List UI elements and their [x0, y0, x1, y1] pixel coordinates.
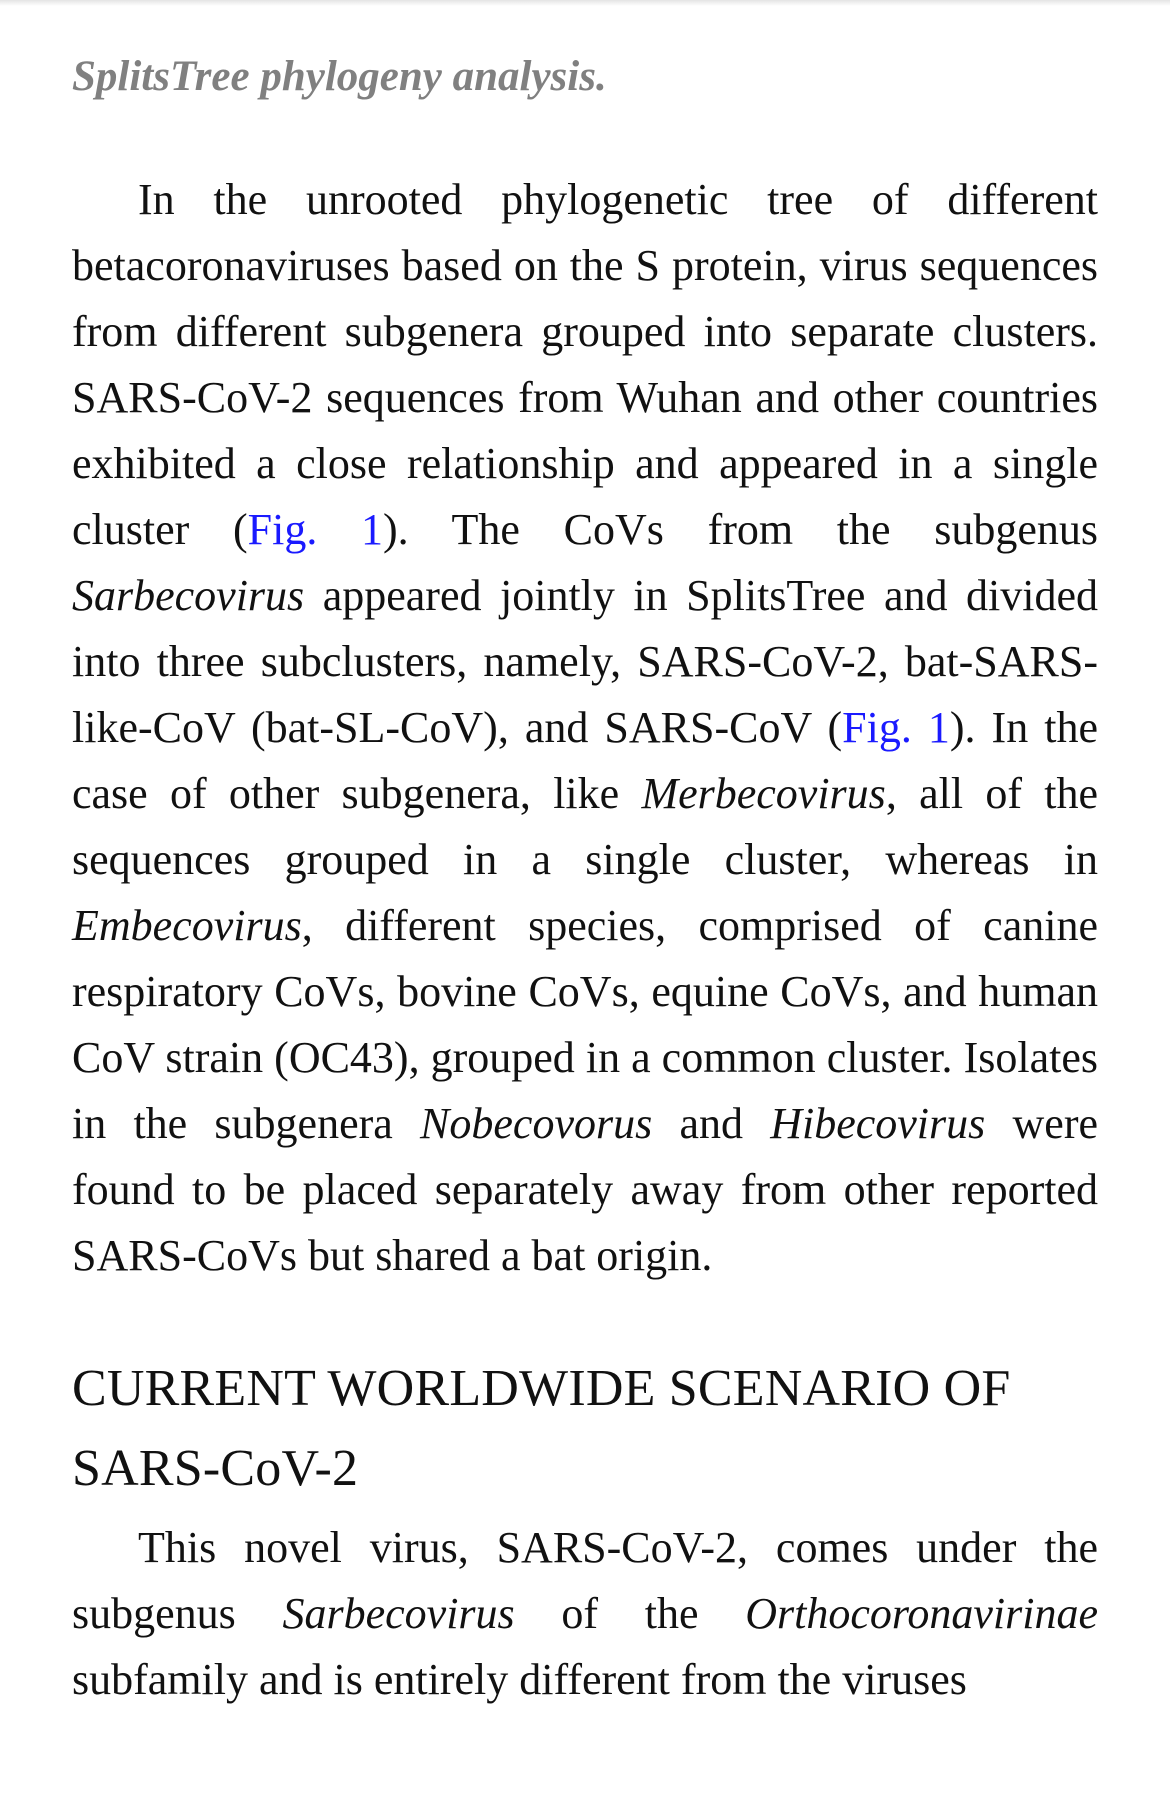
text-run: were found to be placed separately away from other reported SARS-CoVs but shared a bat origin.	[72, 1099, 1098, 1280]
taxon-merbecovirus: Merbecovirus	[641, 769, 886, 818]
text-run: ). In the case of other subgenera, like	[72, 703, 1098, 818]
text-run: appeared jointly in SplitsTree and divided into three subclusters, namely, SARS-CoV-2, bat-SARS-like-CoV (bat-SL-CoV), and SARS-CoV (	[72, 571, 1098, 752]
top-edge-shadow	[0, 0, 1170, 6]
figure-1-link[interactable]: Fig. 1	[247, 505, 384, 554]
text-run: subfamily and is entirely different from the viruses	[72, 1655, 967, 1704]
taxon-hibecovirus: Hibecovirus	[770, 1099, 986, 1148]
text-run: and	[652, 1099, 771, 1148]
taxon-sarbecovirus: Sarbecovirus	[72, 571, 305, 620]
taxon-embecovirus: Embecovirus	[72, 901, 302, 950]
text-run: In the unrooted phylogenetic tree of different betacoronaviruses based on the S protein, virus sequences from different subgenera grouped into separate clusters. SARS-CoV-2 sequences from Wuhan and other countries exhibited a close relationship and appeared in a single cluster (	[72, 175, 1098, 554]
taxon-orthocoronavirinae: Orthocoronavirinae	[745, 1589, 1099, 1638]
text-run: , different species, comprised of canine respiratory CoVs, bovine CoVs, equine CoVs, and human CoV strain (OC43), grouped in a common cluster. Isolates in the subgenera	[72, 901, 1098, 1148]
text-run: of the	[514, 1589, 746, 1638]
section-heading: CURRENT WORLDWIDE SCENARIO OF SARS-CoV-2	[72, 1360, 1011, 1497]
paragraph-worldwide-scenario	[72, 1515, 1098, 1713]
text-run: This novel virus, SARS-CoV-2, comes under the subgenus	[72, 1523, 1098, 1638]
taxon-nobecovorus: Nobecovorus	[420, 1099, 653, 1148]
paragraph-splitstree	[72, 167, 1098, 1289]
article-body	[72, 44, 1098, 1713]
figure-1-link[interactable]: Fig. 1	[842, 703, 950, 752]
taxon-sarbecovirus: Sarbecovirus	[282, 1589, 515, 1638]
text-run: ). The CoVs from the subgenus	[383, 505, 1098, 554]
subsection-title: SplitsTree phylogeny analysis.	[72, 53, 607, 100]
text-run: , all of the sequences grouped in a single cluster, whereas in	[72, 769, 1098, 884]
